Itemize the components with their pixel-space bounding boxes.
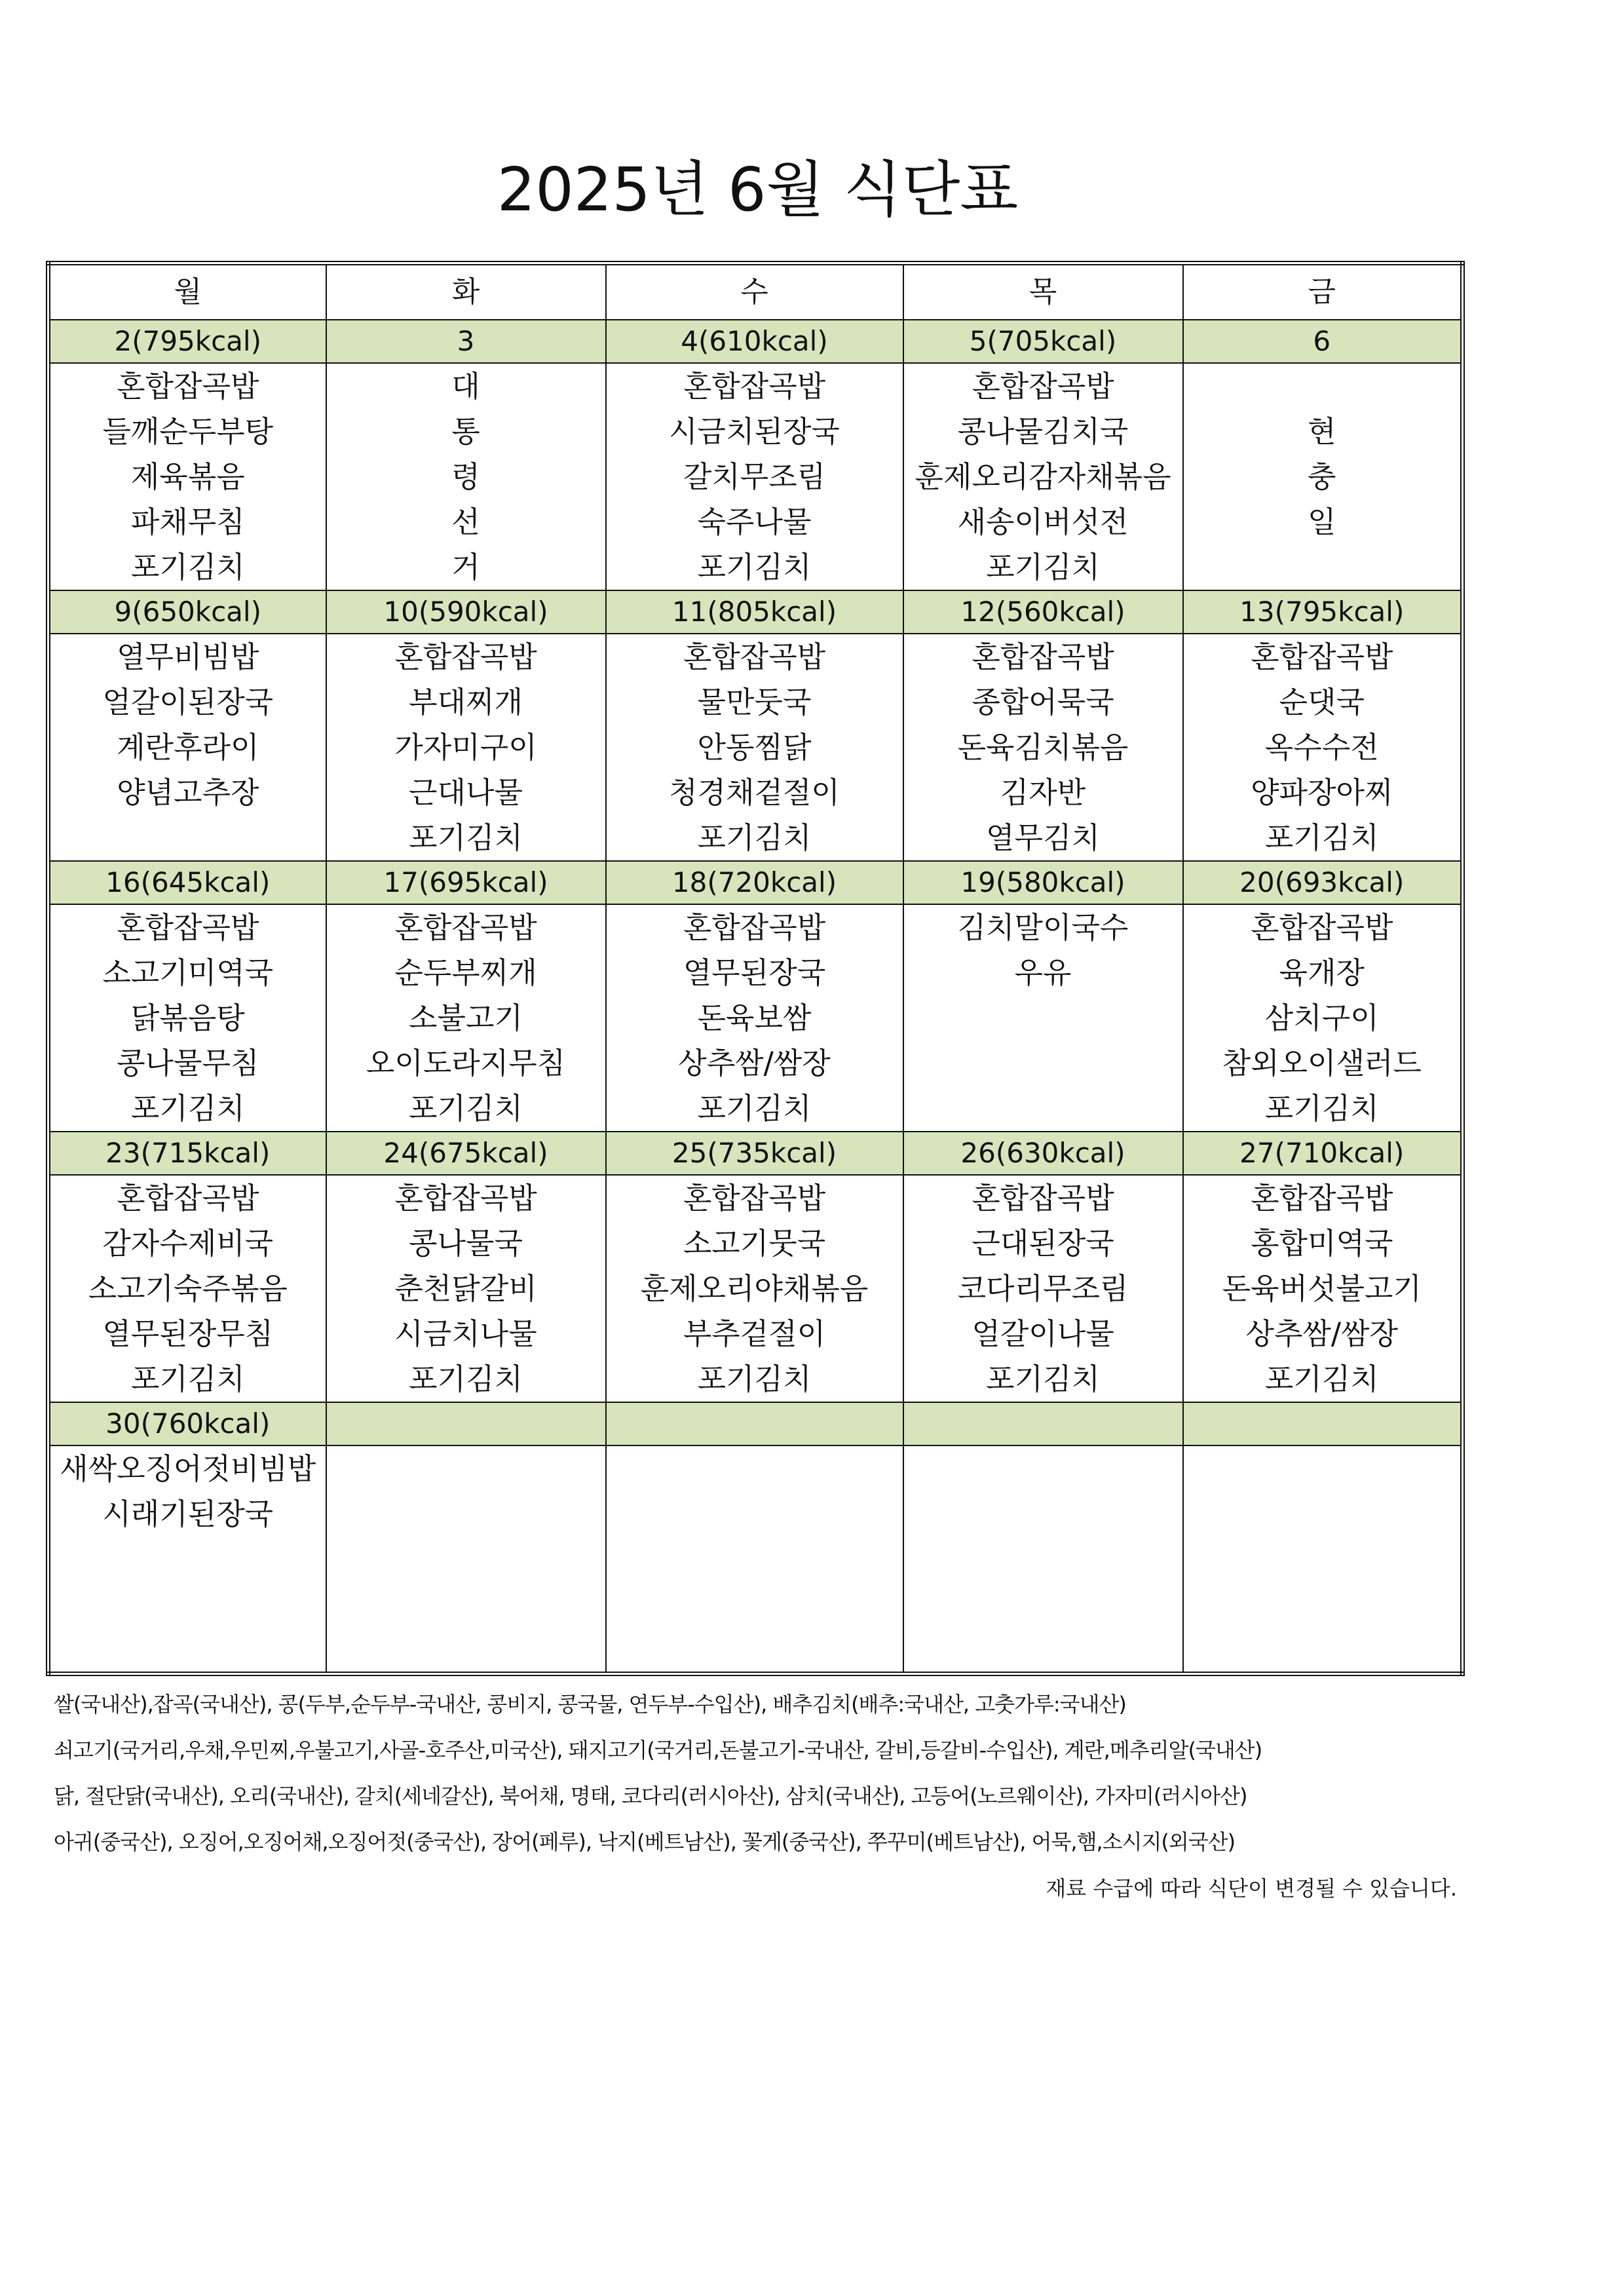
menu-item: 순두부찌개 [394,955,537,990]
menu-item: 혼합잡곡밥 [1251,1181,1393,1215]
menu-item: 혼합잡곡밥 [972,640,1114,674]
menu-item: 소불고기 [409,1001,523,1035]
menu-cell [1183,1445,1463,1674]
date-row [48,861,1463,904]
menu-item: 양파장아찌 [1251,775,1393,810]
menu-cell [48,363,326,590]
menu-item: 열무비빔밥 [117,640,259,674]
menu-cell [606,1175,903,1402]
date-cell [1183,1402,1463,1445]
menu-item: 혼합잡곡밥 [1251,640,1393,674]
menu-item: 순댓국 [1279,685,1365,719]
menu-item: 포기김치 [409,820,523,855]
menu-item: 혼합잡곡밥 [117,1181,259,1215]
menu-row [48,363,1463,590]
menu-item: 육개장 [1279,955,1365,990]
date-cell: 20(693kcal) [1183,861,1463,904]
menu-item: 혼합잡곡밥 [683,1181,826,1215]
menu-cell [326,904,606,1132]
menu-item: 숙주나물 [697,505,812,539]
date-row [48,320,1463,363]
menu-item: 홍합미역국 [1251,1226,1393,1261]
weekday-header-row [48,263,1463,320]
menu-item: 훈제오리야채볶음 [640,1271,869,1306]
menu-item: 포기김치 [1264,820,1379,855]
menu-cell [903,363,1183,590]
menu-cell [606,634,903,861]
menu-item: 청경채겉절이 [669,775,840,810]
menu-item: 돈육김치볶음 [957,730,1129,765]
menu-item: 훈제오리감자채볶음 [915,459,1171,494]
menu-item: 콩나물김치국 [957,414,1129,449]
menu-item: 물만둣국 [697,685,812,719]
menu-item: 포기김치 [130,1091,245,1126]
menu-item: 충 [1308,459,1336,494]
menu-item: 혼합잡곡밥 [683,910,826,945]
date-cell: 27(710kcal) [1183,1132,1463,1175]
menu-item: 참외오이샐러드 [1222,1046,1422,1081]
menu-item: 상추쌈/쌈장 [1245,1316,1398,1351]
date-cell [606,1402,903,1445]
page-title: 2025년 6월 식단표 [497,155,1019,225]
date-cell: 18(720kcal) [606,861,903,904]
menu-item: 포기김치 [409,1362,523,1396]
date-cell: 30(760kcal) [48,1402,326,1445]
menu-item: 포기김치 [697,1362,812,1396]
menu-row [48,1445,1463,1674]
origin-notes [54,1681,1469,1865]
date-cell: 17(695kcal) [326,861,606,904]
menu-item: 일 [1308,505,1336,539]
date-cell: 13(795kcal) [1183,590,1463,634]
menu-item: 혼합잡곡밥 [394,1181,537,1215]
menu-item: 상추쌈/쌈장 [678,1046,831,1081]
menu-cell [606,363,903,590]
menu-item: 포기김치 [130,1362,245,1396]
menu-item: 돈육보쌈 [697,1001,812,1035]
date-cell: 19(580kcal) [903,861,1183,904]
menu-item: 가자미구이 [394,730,537,765]
menu-item: 혼합잡곡밥 [394,910,537,945]
menu-item: 우유 [1014,955,1072,990]
header-friday: 금 [1183,263,1463,320]
header-tuesday: 화 [326,263,606,320]
origin-note-line: 쇠고기(국거리,우채,우민찌,우불고기,사골-호주산,미국산), 돼지고기(국거리,돈불고기-국내산, 갈비,등갈비-수입산), 계란,메추리알(국내산) [54,1738,1262,1763]
menu-item: 콩나물국 [409,1226,523,1261]
menu-item: 혼합잡곡밥 [117,369,259,404]
menu-item: 혼합잡곡밥 [394,640,537,674]
menu-item: 포기김치 [409,1091,523,1126]
menu-row [48,904,1463,1132]
date-cell: 16(645kcal) [48,861,326,904]
menu-item: 부추겉절이 [683,1316,826,1351]
menu-cell [903,1175,1183,1402]
menu-cell [606,1445,903,1674]
menu-item: 계란후라이 [117,730,259,765]
origin-note-line: 닭, 절단닭(국내산), 오리(국내산), 갈치(세네갈산), 북어채, 명태, 코다리(러시아산), 삼치(국내산), 고등어(노르웨이산), 가자미(러시아산) [54,1784,1247,1808]
menu-item: 새송이버섯전 [957,505,1129,539]
menu-cell [606,904,903,1132]
menu-item: 옥수수전 [1264,730,1379,765]
menu-item: 파채무침 [130,505,245,539]
menu-item: 김치말이국수 [957,910,1129,945]
date-cell: 26(630kcal) [903,1132,1183,1175]
menu-item: 포기김치 [130,550,245,584]
menu-cell [48,904,326,1132]
header-thursday: 목 [903,263,1183,320]
menu-item: 혼합잡곡밥 [117,910,259,945]
menu-item: 삼치구이 [1264,1001,1379,1035]
header-monday: 월 [48,263,326,320]
header-wednesday: 수 [606,263,903,320]
date-cell: 12(560kcal) [903,590,1183,634]
date-row [48,1132,1463,1175]
menu-item: 감자수제비국 [102,1226,274,1261]
date-cell: 2(795kcal) [48,320,326,363]
menu-body [48,320,1463,1674]
menu-cell [48,634,326,861]
menu-item: 통 [451,414,480,449]
menu-cell [903,1445,1183,1674]
menu-item: 오이도라지무침 [366,1046,566,1081]
menu-item: 근대나물 [409,775,523,810]
date-cell [326,1402,606,1445]
date-cell: 24(675kcal) [326,1132,606,1175]
menu-cell [48,1175,326,1402]
date-cell: 25(735kcal) [606,1132,903,1175]
menu-item: 거 [451,550,480,584]
menu-cell [903,904,1183,1132]
date-cell: 5(705kcal) [903,320,1183,363]
date-row [48,1402,1463,1445]
menu-item: 선 [451,505,480,539]
menu-cell [326,1175,606,1402]
menu-item: 포기김치 [697,820,812,855]
menu-item: 포기김치 [697,550,812,584]
menu-cell [1183,634,1463,861]
menu-item: 안동찜닭 [697,730,812,765]
menu-item: 들깨순두부탕 [102,414,274,449]
menu-item: 대 [451,369,480,404]
menu-item: 혼합잡곡밥 [972,1181,1114,1215]
date-cell: 6 [1183,320,1463,363]
menu-item: 령 [451,459,480,494]
menu-item: 근대된장국 [972,1226,1114,1261]
menu-item: 소고기숙주볶음 [88,1271,288,1306]
date-cell: 9(650kcal) [48,590,326,634]
menu-item: 소고기뭇국 [683,1226,826,1261]
menu-item: 열무된장무침 [102,1316,274,1351]
menu-item: 콩나물무침 [117,1046,259,1081]
menu-item: 부대찌개 [409,685,523,719]
menu-table [46,261,1465,1676]
menu-cell [326,1445,606,1674]
menu-item: 김자반 [1000,775,1086,810]
date-cell: 4(610kcal) [606,320,903,363]
menu-cell [1183,1175,1463,1402]
menu-item: 시금치나물 [394,1316,537,1351]
menu-cell [903,634,1183,861]
menu-cell [1183,904,1463,1132]
menu-row [48,634,1463,861]
menu-item: 춘천닭갈비 [394,1271,537,1306]
menu-item: 혼합잡곡밥 [683,640,826,674]
menu-item: 종합어묵국 [972,685,1114,719]
menu-item: 포기김치 [1264,1091,1379,1126]
menu-item: 닭볶음탕 [130,1001,245,1035]
menu-item: 돈육버섯불고기 [1222,1271,1422,1306]
menu-item: 혼합잡곡밥 [972,369,1114,404]
menu-item: 현 [1308,414,1336,449]
origin-note-line: 아귀(중국산), 오징어,오징어채,오징어젓(중국산), 장어(페루), 낙지(베트남산), 꽃게(중국산), 쭈꾸미(베트남산), 어묵,햄,소시지(외국산) [54,1829,1236,1854]
menu-item: 갈치무조림 [683,459,826,494]
menu-item: 혼합잡곡밥 [1251,910,1393,945]
menu-item: 열무김치 [986,820,1100,855]
menu-item: 혼합잡곡밥 [683,369,826,404]
origin-note-line: 쌀(국내산),잡곡(국내산), 콩(두부,순두부-국내산, 콩비지, 콩국물, 연두부-수입산), 배추김치(배추:국내산, 고춧가루:국내산) [54,1692,1126,1717]
menu-cell [326,363,606,590]
menu-item: 포기김치 [986,1362,1100,1396]
menu-item: 양념고추장 [117,775,259,810]
menu-item: 열무된장국 [683,955,826,990]
menu-cell [1183,363,1463,590]
menu-row [48,1175,1463,1402]
menu-item: 포기김치 [1264,1362,1379,1396]
date-cell [903,1402,1183,1445]
date-cell: 23(715kcal) [48,1132,326,1175]
date-cell: 10(590kcal) [326,590,606,634]
menu-item: 시래기된장국 [102,1497,274,1531]
disclaimer: 재료 수급에 따라 식단이 변경될 수 있습니다. [1046,1876,1457,1901]
menu-item: 코다리무조림 [957,1271,1129,1306]
menu-item: 포기김치 [986,550,1100,584]
menu-item: 제육볶음 [130,459,245,494]
menu-item: 포기김치 [697,1091,812,1126]
menu-item: 얼갈이나물 [972,1316,1114,1351]
menu-item: 새싹오징어젓비빔밥 [60,1451,316,1486]
menu-cell [326,634,606,861]
date-row [48,590,1463,634]
menu-item: 얼갈이된장국 [102,685,274,719]
date-cell: 3 [326,320,606,363]
menu-cell [48,1445,326,1674]
menu-item: 시금치된장국 [669,414,840,449]
menu-item: 소고기미역국 [102,955,274,990]
date-cell: 11(805kcal) [606,590,903,634]
